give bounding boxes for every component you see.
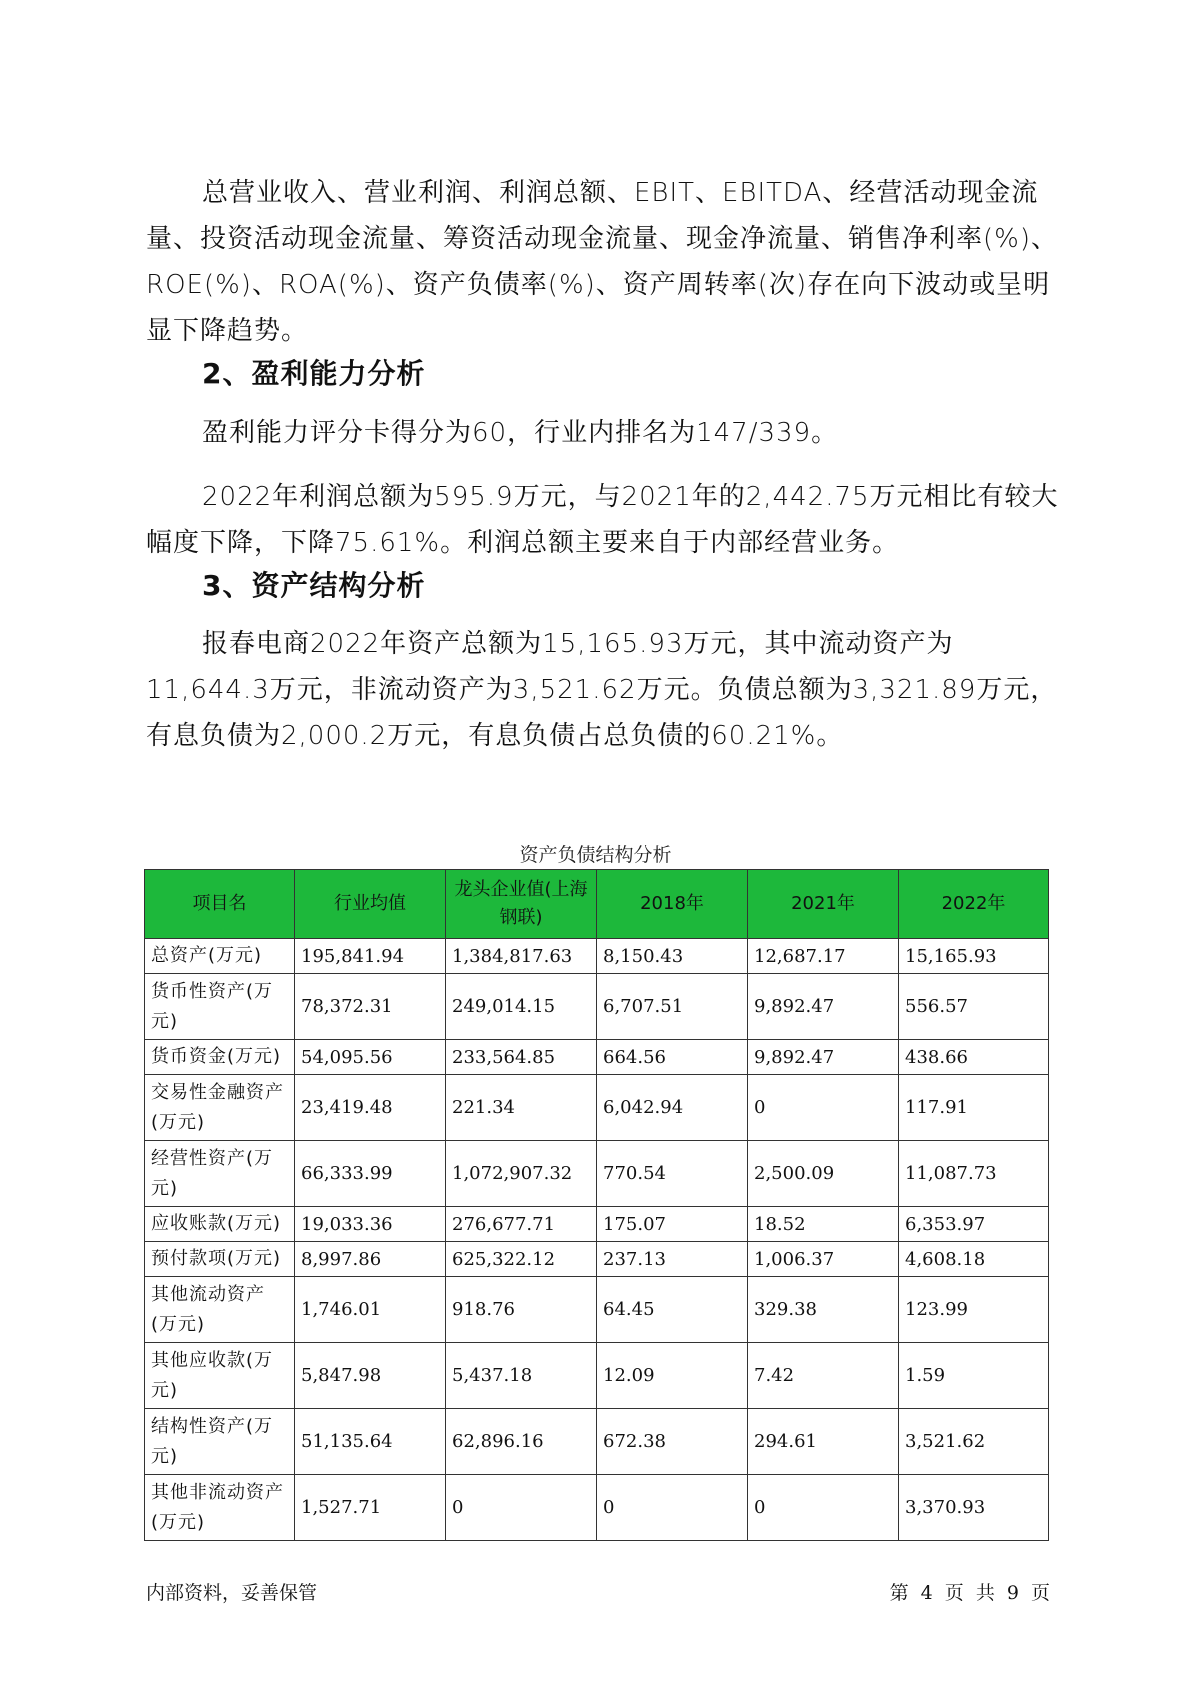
footer-confidential-note: 内部资料，妥善保管	[146, 1582, 318, 1604]
cell-value: 7.42	[748, 1343, 899, 1409]
cell-value: 294.61	[748, 1409, 899, 1475]
cell-value: 3,370.93	[899, 1475, 1049, 1541]
footer-page-number: 第 4 页 共 9 页	[889, 1582, 1050, 1604]
cell-value: 5,437.18	[446, 1343, 597, 1409]
cell-value: 1,527.71	[295, 1475, 446, 1541]
cell-value: 276,677.71	[446, 1207, 597, 1242]
cell-value: 672.38	[597, 1409, 748, 1475]
table-row	[145, 1475, 1049, 1541]
row-label: 其他应收款(万元)	[145, 1343, 295, 1409]
cell-value: 64.45	[597, 1277, 748, 1343]
cell-value: 66,333.99	[295, 1141, 446, 1207]
cell-value: 249,014.15	[446, 974, 597, 1040]
cell-value: 6,707.51	[597, 974, 748, 1040]
cell-value: 221.34	[446, 1075, 597, 1141]
cell-value: 12,687.17	[748, 939, 899, 974]
cell-value: 23,419.48	[295, 1075, 446, 1141]
cell-value: 9,892.47	[748, 1040, 899, 1075]
cell-value: 195,841.94	[295, 939, 446, 974]
cell-value: 1,006.37	[748, 1242, 899, 1277]
row-label: 经营性资产(万元)	[145, 1141, 295, 1207]
table-row	[145, 1343, 1049, 1409]
table-row	[145, 1141, 1049, 1207]
cell-value: 625,322.12	[446, 1242, 597, 1277]
cell-value: 123.99	[899, 1277, 1049, 1343]
cell-value: 0	[446, 1475, 597, 1541]
row-label: 其他流动资产(万元)	[145, 1277, 295, 1343]
header-leader-value: 龙头企业值(上海钢联)	[446, 870, 597, 939]
row-label: 货币资金(万元)	[145, 1040, 295, 1075]
cell-value: 8,997.86	[295, 1242, 446, 1277]
cell-value: 19,033.36	[295, 1207, 446, 1242]
cell-value: 6,042.94	[597, 1075, 748, 1141]
cell-value: 8,150.43	[597, 939, 748, 974]
header-item-name: 项目名	[145, 870, 295, 939]
row-label: 应收账款(万元)	[145, 1207, 295, 1242]
cell-value: 329.38	[748, 1277, 899, 1343]
cell-value: 54,095.56	[295, 1040, 446, 1075]
cell-value: 5,847.98	[295, 1343, 446, 1409]
section-heading-profitability: 2、盈利能力分析	[202, 357, 426, 390]
table-row	[145, 939, 1049, 974]
table-row	[145, 974, 1049, 1040]
cell-value: 51,135.64	[295, 1409, 446, 1475]
header-year-2021: 2021年	[748, 870, 899, 939]
cell-value: 4,608.18	[899, 1242, 1049, 1277]
cell-value: 556.57	[899, 974, 1049, 1040]
cell-value: 1,746.01	[295, 1277, 446, 1343]
table-row	[145, 1277, 1049, 1343]
row-label: 货币性资产(万元)	[145, 974, 295, 1040]
profit-total-paragraph: 2022年利润总额为595.9万元，与2021年的2,442.75万元相比有较大幅度下降，下降75.61%。利润总额主要来自于内部经营业务。	[146, 482, 1059, 558]
header-year-2018: 2018年	[597, 870, 748, 939]
cell-value: 770.54	[597, 1141, 748, 1207]
cell-value: 9,892.47	[748, 974, 899, 1040]
profit-score-paragraph: 盈利能力评分卡得分为60，行业内排名为147/339。	[202, 418, 839, 448]
cell-value: 1,072,907.32	[446, 1141, 597, 1207]
cell-value: 78,372.31	[295, 974, 446, 1040]
table-header-row	[145, 870, 1049, 939]
cell-value: 62,896.16	[446, 1409, 597, 1475]
cell-value: 15,165.93	[899, 939, 1049, 974]
cell-value: 18.52	[748, 1207, 899, 1242]
row-label: 预付款项(万元)	[145, 1242, 295, 1277]
cell-value: 664.56	[597, 1040, 748, 1075]
header-industry-average: 行业均值	[295, 870, 446, 939]
table-row	[145, 1040, 1049, 1075]
row-label: 总资产(万元)	[145, 939, 295, 974]
row-label: 其他非流动资产(万元)	[145, 1475, 295, 1541]
asset-structure-paragraph: 报春电商2022年资产总额为15,165.93万元，其中流动资产为11,644.3万元，非流动资产为3,521.62万元。负债总额为3,321.89万元，有息负债为2,000.2万元，有息负债占总负债的60.21%。	[146, 629, 1058, 751]
table-row	[145, 1242, 1049, 1277]
cell-value: 0	[597, 1475, 748, 1541]
table-row	[145, 1409, 1049, 1475]
cell-value: 233,564.85	[446, 1040, 597, 1075]
cell-value: 0	[748, 1475, 899, 1541]
cell-value: 117.91	[899, 1075, 1049, 1141]
cell-value: 1.59	[899, 1343, 1049, 1409]
cell-value: 2,500.09	[748, 1141, 899, 1207]
header-year-2022: 2022年	[899, 870, 1049, 939]
cell-value: 438.66	[899, 1040, 1049, 1075]
balance-structure-table	[144, 869, 1049, 1541]
cell-value: 237.13	[597, 1242, 748, 1277]
cell-value: 12.09	[597, 1343, 748, 1409]
row-label: 交易性金融资产(万元)	[145, 1075, 295, 1141]
section-heading-asset-structure: 3、资产结构分析	[202, 569, 426, 602]
table-row	[145, 1075, 1049, 1141]
cell-value: 175.07	[597, 1207, 748, 1242]
cell-value: 0	[748, 1075, 899, 1141]
row-label: 结构性资产(万元)	[145, 1409, 295, 1475]
table-caption: 资产负债结构分析	[519, 844, 672, 866]
cell-value: 6,353.97	[899, 1207, 1049, 1242]
intro-paragraph: 总营业收入、营业利润、利润总额、EBIT、EBITDA、经营活动现金流量、投资活动现金流量、筹资活动现金流量、现金净流量、销售净利率(%)、ROE(%)、ROA(%)、资产负债率(%)、资产周转率(次)存在向下波动或呈明显下降趋势。	[146, 178, 1058, 346]
table-row	[145, 1207, 1049, 1242]
cell-value: 3,521.62	[899, 1409, 1049, 1475]
cell-value: 1,384,817.63	[446, 939, 597, 974]
cell-value: 11,087.73	[899, 1141, 1049, 1207]
cell-value: 918.76	[446, 1277, 597, 1343]
